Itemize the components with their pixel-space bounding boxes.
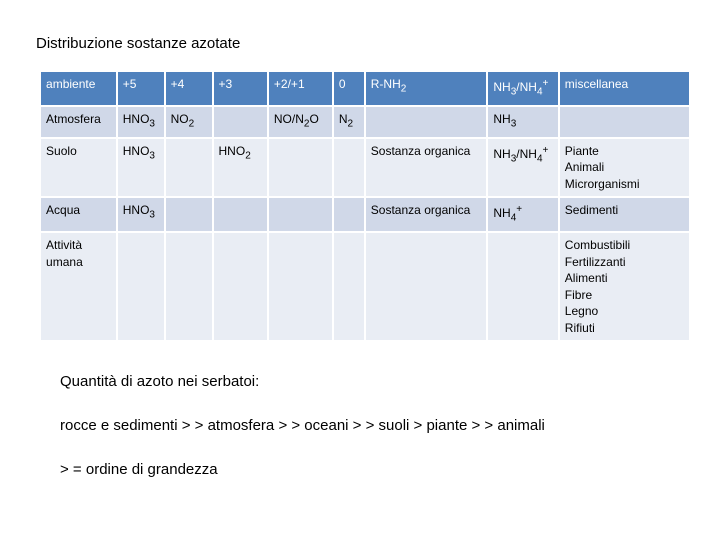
table-cell: $HNO_3$: [118, 198, 164, 233]
table-cell: [366, 233, 487, 342]
column-header: 0: [334, 72, 364, 107]
notes: [60, 372, 545, 504]
table-header-row: [41, 72, 689, 107]
table-cell: Piante Animali Microrganismi: [560, 139, 689, 199]
table-cell: [560, 107, 689, 139]
page-title: Distribuzione sostanze azotate: [36, 35, 241, 52]
table-row: [41, 139, 689, 199]
nitrogen-distribution-table: [39, 72, 691, 342]
notes-heading: Quantità di azoto nei serbatoi:: [60, 373, 260, 390]
table-cell: [269, 198, 332, 233]
table-cell: [118, 233, 164, 342]
table-cell: [214, 107, 267, 139]
table-cell: [334, 198, 364, 233]
column-header: $R-NH_2$: [366, 72, 487, 107]
table-cell: [166, 198, 212, 233]
column-header: +5: [118, 72, 164, 107]
column-header: miscellanea: [560, 72, 689, 107]
table-cell: [334, 233, 364, 342]
table-cell: Atmosfera: [41, 107, 116, 139]
table-row: [41, 233, 689, 342]
table-cell: Suolo: [41, 139, 116, 199]
table-cell: Attività umana: [41, 233, 116, 342]
table-cell: Acqua: [41, 198, 116, 233]
table-cell: Sostanza organica: [366, 198, 487, 233]
table-cell: [269, 139, 332, 199]
table-cell: $NH_3/NH_4^+$: [488, 139, 557, 199]
table-cell: Sostanza organica: [366, 139, 487, 199]
table-cell: Sedimenti: [560, 198, 689, 233]
column-header: ambiente: [41, 72, 116, 107]
table-cell: $NH_4^+$: [488, 198, 557, 233]
table-cell: $NO/N_2O$: [269, 107, 332, 139]
column-header: +2/+1: [269, 72, 332, 107]
table-cell: [269, 233, 332, 342]
table-cell: $NO_2$: [166, 107, 212, 139]
table-cell: [214, 198, 267, 233]
table-cell: $NH_3$: [488, 107, 557, 139]
table-cell: [334, 139, 364, 199]
column-header: $NH_3/NH_4^+$: [488, 72, 557, 107]
table-cell: $HNO_2$: [214, 139, 267, 199]
table-row: [41, 198, 689, 233]
table-row: [41, 107, 689, 139]
table-cell: $HNO_3$: [118, 139, 164, 199]
table-cell: $HNO_3$: [118, 107, 164, 139]
table-cell: $N_2$: [334, 107, 364, 139]
table-cell: [488, 233, 557, 342]
table-cell: [166, 233, 212, 342]
ranking-legend: > = ordine di grandezza: [60, 461, 218, 478]
table-cell: [366, 107, 487, 139]
reservoir-ranking: rocce e sedimenti > > atmosfera > > oceani > > suoli > piante > > animali: [60, 417, 545, 434]
column-header: +3: [214, 72, 267, 107]
table-cell: [214, 233, 267, 342]
table-cell: [166, 139, 212, 199]
column-header: +4: [166, 72, 212, 107]
table-cell: Combustibili Fertilizzanti Alimenti Fibre Legno Rifiuti: [560, 233, 689, 342]
